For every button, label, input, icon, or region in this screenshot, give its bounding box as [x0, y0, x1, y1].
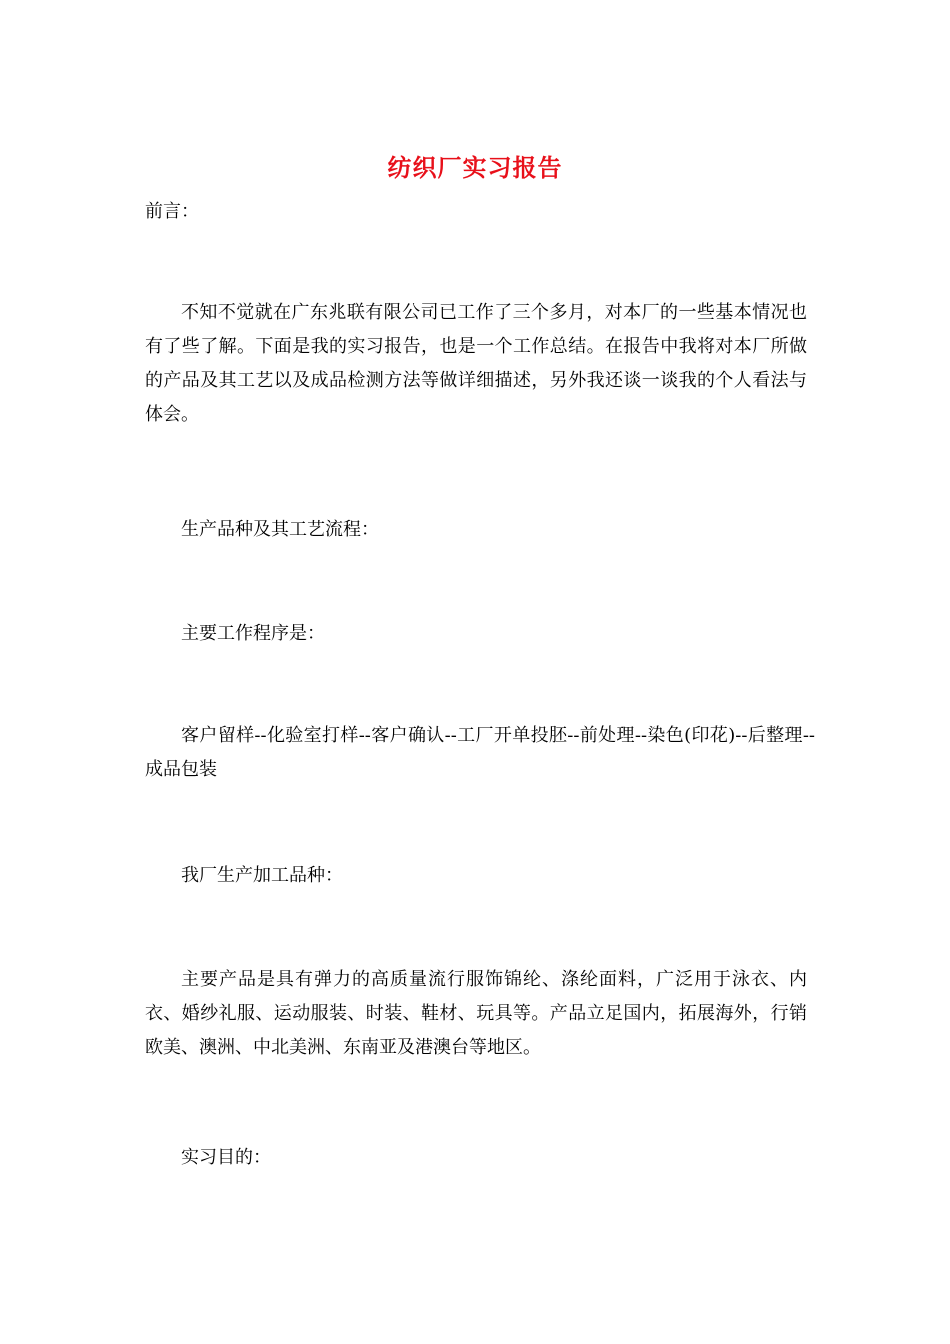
section-heading-purpose: 实习目的：	[181, 1147, 271, 1168]
document-title: 纺织厂实习报告	[387, 153, 563, 182]
section-heading-products-process: 生产品种及其工艺流程：	[181, 519, 379, 540]
intro-paragraph: 不知不觉就在广东兆联有限公司已工作了三个多月，对本厂的一些基本情况也有了些了解。下面是我的实习报告，也是一个工作总结。在报告中我将对本厂所做的产品及其工艺以及成品检测方法等做详细描述，另外我还谈一谈我的个人看法与体会。	[145, 302, 807, 425]
section-heading-products: 我厂生产加工品种：	[181, 865, 343, 886]
section-heading-main-procedures: 主要工作程序是：	[181, 623, 325, 644]
products-paragraph: 主要产品是具有弹力的高质量流行服饰锦纶、涤纶面料，广泛用于泳衣、内衣、婚纱礼服、运动服装、时装、鞋材、玩具等。产品立足国内，拓展海外，行销欧美、澳洲、中北美洲、东南亚及港澳台等地区。	[145, 969, 807, 1058]
procedure-flow-paragraph: 客户留样--化验室打样--客户确认--工厂开单投胚--前处理--染色(印花)--后整理--成品包装	[145, 725, 815, 780]
preface-label: 前言：	[145, 201, 199, 222]
